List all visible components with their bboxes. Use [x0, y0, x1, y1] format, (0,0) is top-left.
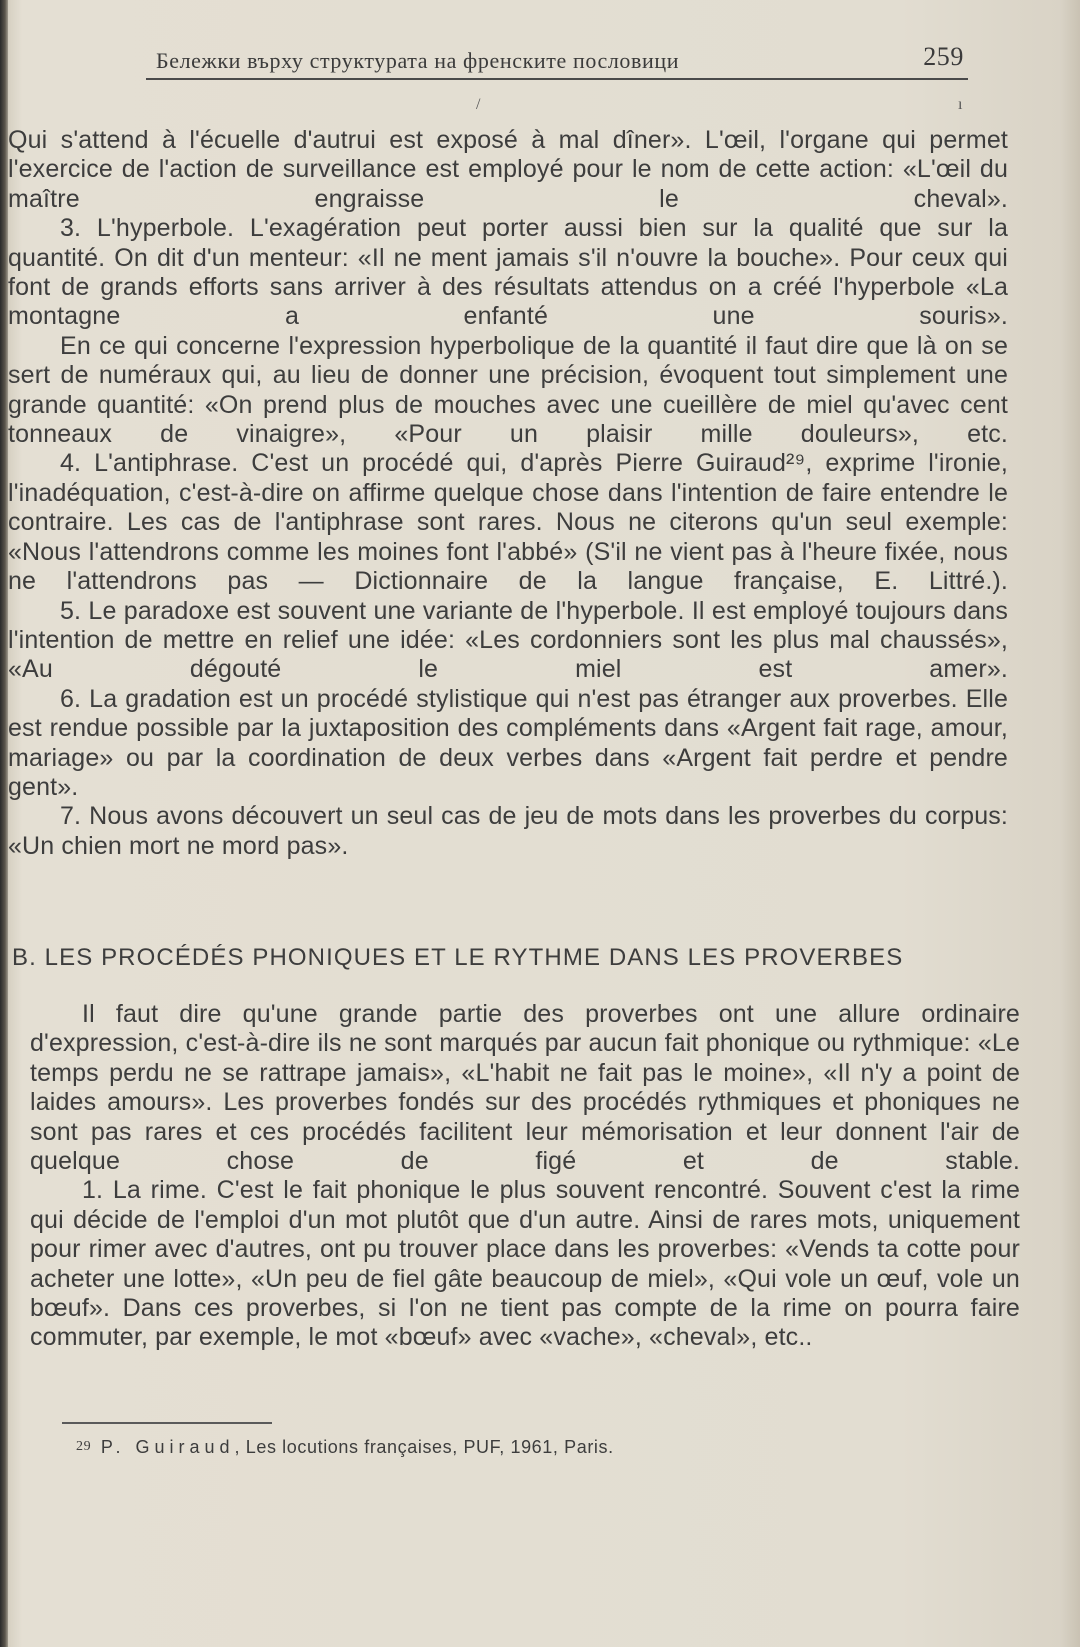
running-head-title: Бележки върху структурата на френските пословици	[156, 48, 680, 73]
paragraph: 3. L'hyperbole. L'exagération peut porter aussi bien sur la qualité que sur la quantité. On dit d'un menteur: «Il ne ment jamais s'il n'ouvre la bouche». Pour ceux qui font de grands efforts sans arriver à des résultats attendus on a créé l'hyperbole «La montagne a enfanté une souris».	[8, 214, 1008, 331]
page-number: 259	[923, 42, 964, 71]
ink-speck-mark: /	[476, 96, 481, 113]
paragraph: Il faut dire qu'une grande partie des proverbes ont une allure ordinaire d'expression, c'est-à-dire ils ne sont marqués par aucun fait phonique ou rythmique: «Le temps perdu ne se rattrape jamais», «L'habit ne fait pas le moine», «Il n'y a point de laides amours». Les proverbes fondés sur des procédés rythmiques et phoniques ne sont pas rares et ces procédés facilitent leur mémorisation et leur donnent l'air de quelque chose de figé et de stable.	[30, 1000, 1020, 1176]
running-head	[156, 44, 968, 80]
paragraph: En ce qui concerne l'expression hyperbolique de la quantité il faut dire que là on se sert de numéraux qui, au lieu de donner une précision, évoquent tout simplement une grande quantité: «On prend plus de mouches avec une cueillère de miel qu'avec cent tonneaux de vinaigre», «Pour un plaisir mille douleurs», etc.	[8, 331, 1008, 449]
section-heading: B. LES PROCÉDÉS PHONIQUES ET LE RYTHME DANS LES PROVERBES	[12, 944, 904, 971]
paragraph: 7. Nous avons découvert un seul cas de jeu de mots dans les proverbes du corpus: «Un chien mort ne mord pas».	[8, 802, 1008, 860]
footnote	[76, 1437, 976, 1458]
paragraph: 1. La rime. C'est le fait phonique le plus souvent rencontré. Souvent c'est la rime qui décide de l'emploi d'un mot plutôt que d'un autre. Ainsi de rares mots, uniquement pour rimer avec d'autres, ont pu trouver place dans les proverbes: «Vends ta cotte pour acheter une lotte», «Un peu de fiel gâte beaucoup de miel», «Qui vole un œuf, vole un bœuf». Dans ces proverbes, si l'on ne tient pas compte de la rime on pourra faire commuter, par exemple, le mot «bœuf» avec «vache», «cheval», etc..	[30, 1176, 1020, 1352]
footnote-mark: 29	[76, 1439, 92, 1454]
ink-speck-mark: ı	[958, 96, 963, 113]
footnote-rule	[62, 1422, 272, 1424]
footnote-reference: , Les locutions françaises, PUF, 1961, Paris.	[234, 1437, 614, 1457]
footnote-author: P. Guiraud	[100, 1437, 235, 1457]
body-text	[8, 126, 1008, 861]
section-body-text	[30, 1000, 1020, 1353]
header-rule	[146, 78, 968, 80]
paragraph: 4. L'antiphrase. C'est un procédé qui, d'après Pierre Guiraud²⁹, exprime l'ironie, l'inadéquation, c'est-à-dire on affirme quelque chose dans l'intention de faire entendre le contraire. Les cas de l'antiphrase sont rares. Nous ne citerons qu'un seul exemple: «Nous l'attendrons comme les moines font l'abbé» (S'il ne vient pas à l'heure fixée, nous ne l'attendrons pas — Dictionnaire de la langue française, E. Littré.).	[8, 449, 1008, 596]
paragraph: 5. Le paradoxe est souvent une variante de l'hyperbole. Il est employé toujours dans l'intention de mettre en relief une idée: «Les cordonniers sont les plus mal chaussés», «Au dégouté le miel est amer».	[8, 596, 1008, 684]
paragraph: Qui s'attend à l'écuelle d'autrui est exposé à mal dîner». L'œil, l'organe qui permet l'exercice de l'action de surveillance est employé pour le nom de cette action: «L'œil du maître engraisse le cheval».	[8, 126, 1008, 213]
page-binding-edge	[0, 0, 8, 1647]
paragraph: 6. La gradation est un procédé stylistique qui n'est pas étranger aux proverbes. Elle est rendue possible par la juxtaposition des compléments dans «Argent fait rage, amour, mariage» ou par la coordination de deux verbes dans «Argent fait perdre et pendre gent».	[8, 684, 1008, 801]
